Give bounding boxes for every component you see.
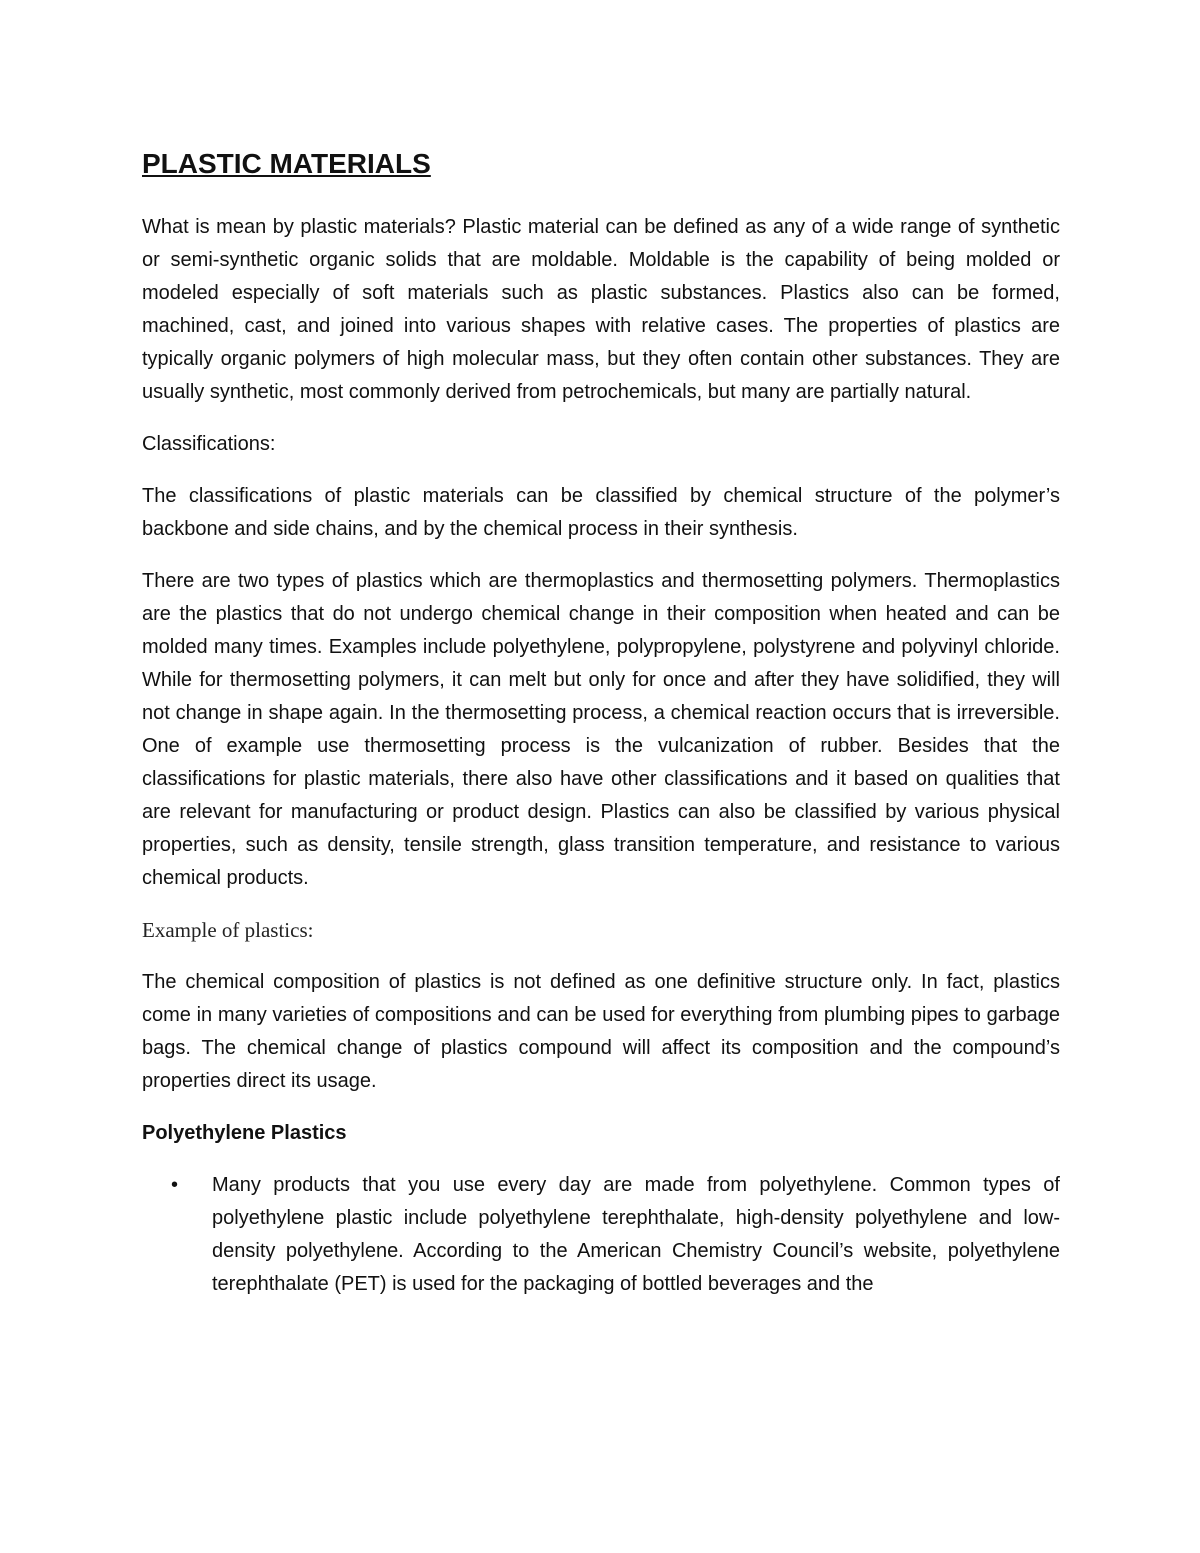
polyethylene-heading: Polyethylene Plastics xyxy=(142,1122,347,1144)
examples-label: Example of plastics: xyxy=(142,918,314,942)
composition-paragraph: The chemical composition of plastics is not defined as one definitive structure only. In fact, plastics come in many varieties of compositions and can be used for everything from plumbing pipes to garbage bags. The chemical change of plastics compound will affect its composition and the compound’s properties direct its usage. xyxy=(142,971,1060,1092)
document-page xyxy=(142,144,1060,1301)
classifications-paragraph: The classifications of plastic materials can be classified by chemical structure of the polymer’s backbone and side chains, and by the chemical process in their synthesis. xyxy=(142,485,1060,540)
classifications-label: Classifications: xyxy=(142,433,276,455)
page-title: PLASTIC MATERIALS xyxy=(142,148,431,179)
polyethylene-bullet-list xyxy=(142,1169,1060,1301)
list-item-text: Many products that you use every day are made from polyethylene. Common types of polyethylene plastic include polyethylene terephthalate, high-density polyethylene and low-density polyethylene. According to the American Chemistry Council’s website, polyethylene terephthalate (PET) is used for the packaging of bottled beverages and the xyxy=(212,1174,1060,1295)
bullet-icon: • xyxy=(171,1174,179,1196)
plastic-types-paragraph: There are two types of plastics which are thermoplastics and thermosetting polymers. Thermoplastics are the plastics that do not undergo chemical change in their composition when heated and can be molded many times. Examples include polyethylene, polypropylene, polystyrene and polyvinyl chloride. While for thermosetting polymers, it can melt but only for once and after they have solidified, they will not change in shape again. In the thermosetting process, a chemical reaction occurs that is irreversible. One of example use thermosetting process is the vulcanization of rubber. Besides that the classifications for plastic materials, there also have other classifications and it based on qualities that are relevant for manufacturing or product design. Plastics can also be classified by various physical properties, such as density, tensile strength, glass transition temperature, and resistance to various chemical products. xyxy=(142,570,1060,889)
intro-paragraph: What is mean by plastic materials? Plastic material can be defined as any of a wide range of synthetic or semi-synthetic organic solids that are moldable. Moldable is the capability of being molded or modeled especially of soft materials such as plastic substances. Plastics also can be formed, machined, cast, and joined into various shapes with relative cases. The properties of plastics are typically organic polymers of high molecular mass, but they often contain other substances. They are usually synthetic, most commonly derived from petrochemicals, but many are partially natural. xyxy=(142,216,1060,403)
list-item xyxy=(142,1169,1060,1301)
